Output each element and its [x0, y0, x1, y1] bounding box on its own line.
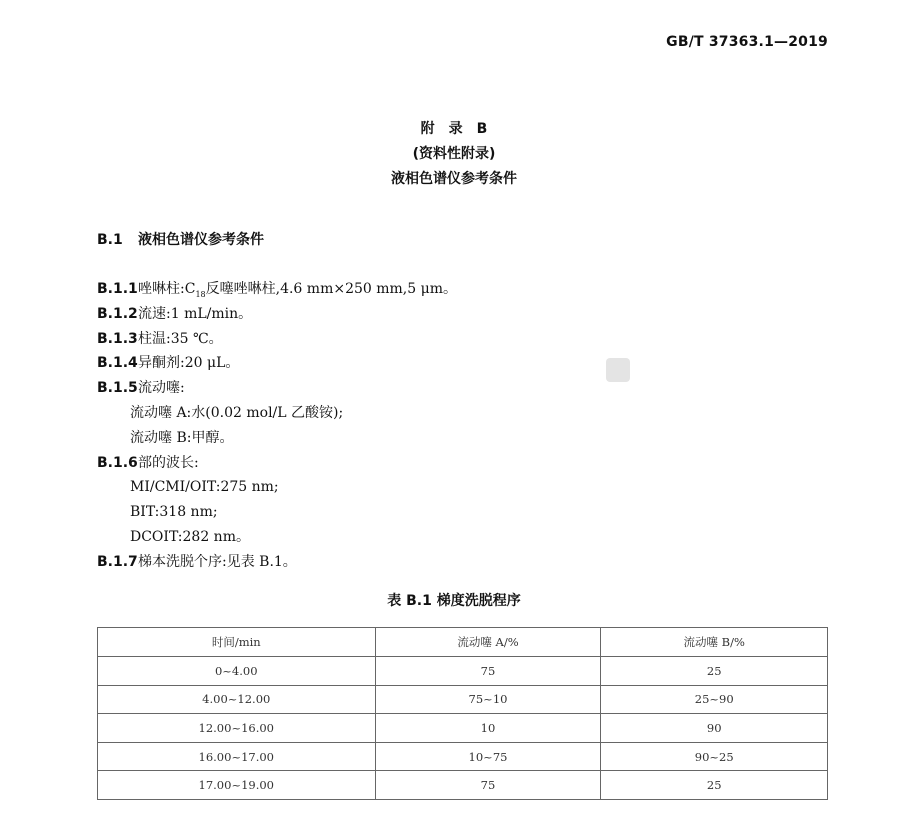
table-cell: 75: [375, 771, 601, 800]
appendix-note: (资料性附录): [412, 146, 496, 162]
table-cell: 16.00~17.00: [98, 742, 376, 771]
table-cell: 4.00~12.00: [98, 685, 376, 714]
appendix-label: 附录B: [420, 121, 502, 137]
table-row: [98, 657, 828, 686]
appendix-heading: [0, 117, 908, 192]
item-text-rest: 反噻唑啉柱,4.6 mm×250 mm,5 μm。: [205, 281, 457, 297]
table-cell: 17.00~19.00: [98, 771, 376, 800]
gradient-table: [97, 627, 828, 800]
gray-placeholder-box: [606, 358, 630, 382]
item-b15: [97, 376, 817, 401]
table-cell: 25: [601, 771, 828, 800]
item-b13: [97, 327, 817, 352]
item-number: B.1.7: [97, 553, 138, 570]
table-header-cell: 流动噻 A/%: [375, 628, 601, 657]
item-number: B.1.3: [97, 330, 138, 347]
item-b11: [97, 277, 817, 302]
item-number: B.1.1: [97, 281, 138, 297]
item-b15-sub-b: 流动噻 B:甲醇。: [130, 429, 234, 446]
table-cell: 90~25: [601, 742, 828, 771]
item-number: B.1.2: [97, 305, 138, 322]
item-text: 部的波长:: [138, 454, 199, 471]
table-row: [98, 714, 828, 743]
item-text: 流速:1 mL/min。: [138, 305, 253, 322]
item-text: 异酮剂:20 μL。: [138, 355, 240, 372]
table-cell: 90: [601, 714, 828, 743]
item-text: 唑啉柱:C: [138, 281, 196, 297]
table-cell: 10: [375, 714, 601, 743]
table-title: 表 B.1 梯度洗脱程序: [387, 593, 521, 609]
section-title: 液相色谱仪参考条件: [138, 232, 264, 248]
item-number: B.1.5: [97, 380, 138, 397]
table-cell: 12.00~16.00: [98, 714, 376, 743]
section-heading: [97, 229, 264, 249]
table-cell: 25~90: [601, 685, 828, 714]
table-row: [98, 771, 828, 800]
table-header-cell: 流动噻 B/%: [601, 628, 828, 657]
condition-list: [97, 277, 817, 575]
section-number: B.1: [97, 232, 123, 248]
table-cell: 10~75: [375, 742, 601, 771]
table-cell: 0~4.00: [98, 657, 376, 686]
item-b16-sub-1: MI/CMI/OIT:275 nm;: [130, 479, 279, 496]
item-b16: [97, 451, 817, 476]
table-cell: 75: [375, 657, 601, 686]
table-cell: 25: [601, 657, 828, 686]
item-number: B.1.6: [97, 454, 138, 471]
item-text: 流动噻:: [138, 380, 185, 397]
item-text: 梯本洗脱个序:见表 B.1。: [138, 553, 297, 570]
table-cell: 75~10: [375, 685, 601, 714]
item-number: B.1.4: [97, 355, 138, 372]
item-subscript: 18: [195, 289, 206, 299]
item-text: 柱温:35 ℃。: [138, 330, 223, 347]
item-b16-sub-2: BIT:318 nm;: [130, 504, 218, 521]
table-header-row: [98, 628, 828, 657]
appendix-title: 液相色谱仪参考条件: [391, 171, 517, 187]
item-b14: [97, 351, 817, 376]
standard-number: GB/T 37363.1—2019: [666, 34, 828, 50]
item-b17: [97, 550, 817, 575]
table-header-cell: 时间/min: [98, 628, 376, 657]
item-b12: [97, 302, 817, 327]
item-b16-sub-3: DCOIT:282 nm。: [130, 528, 250, 545]
item-b15-sub-a: 流动噻 A:水(0.02 mol/L 乙酸铵);: [130, 404, 344, 421]
table-row: [98, 685, 828, 714]
table-row: [98, 742, 828, 771]
